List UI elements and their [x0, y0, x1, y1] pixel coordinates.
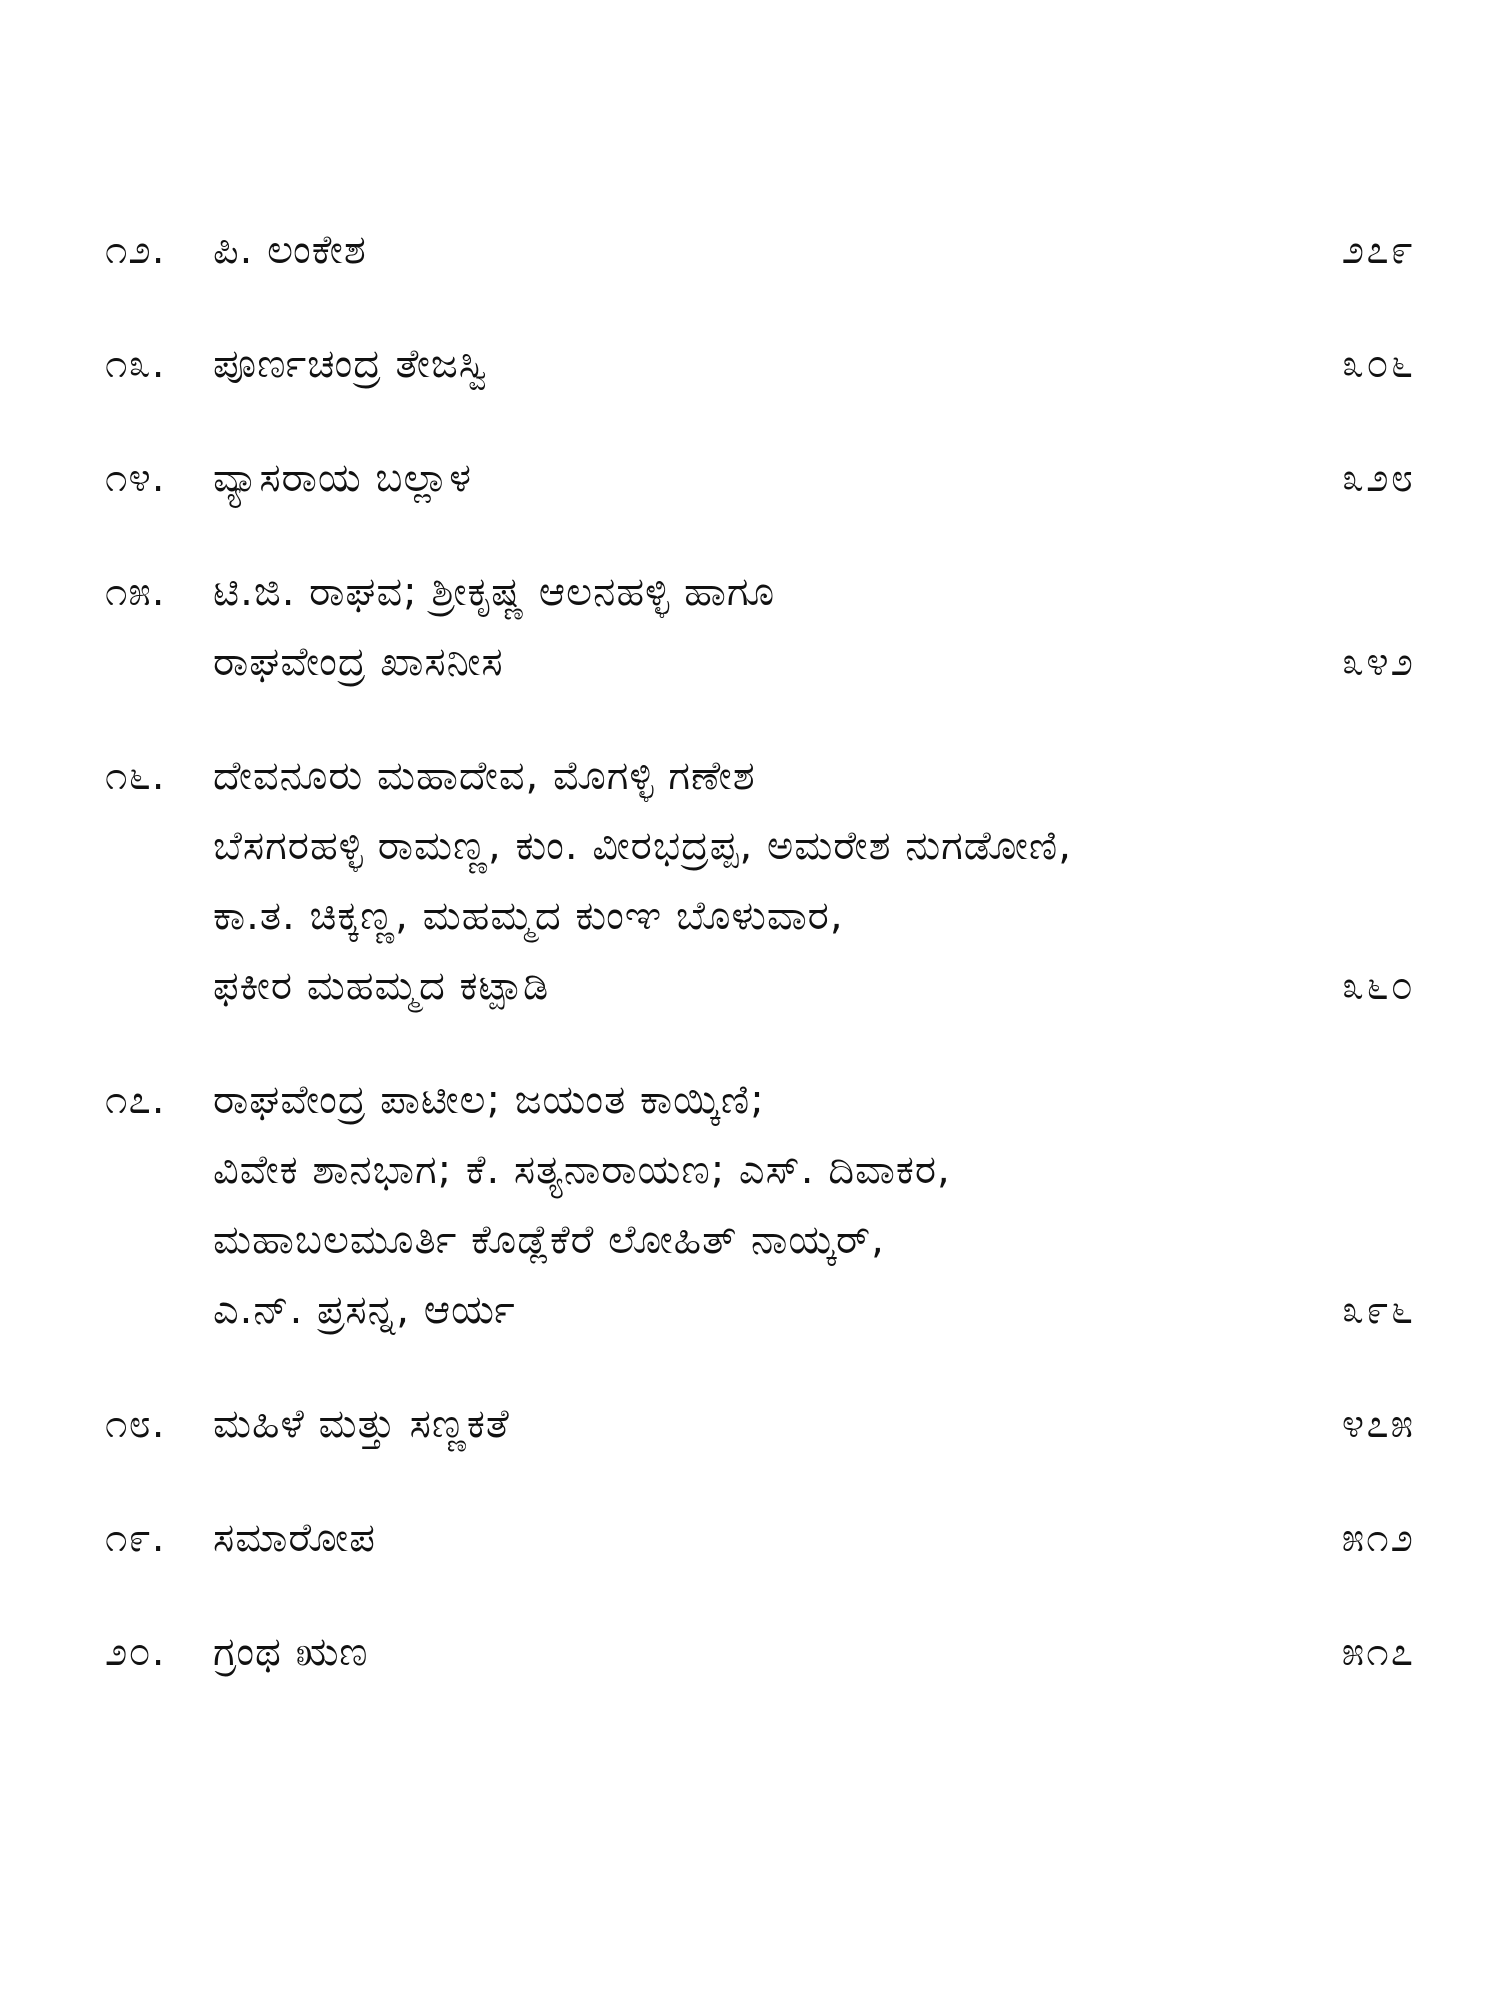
toc-entry: [105, 741, 1415, 1021]
entry-title: [213, 1503, 1415, 1573]
entry-title-line: ರಾಘವೇಂದ್ರ ಪಾಟೀಲ; ಜಯಂತ ಕಾಯ್ಕಿಣಿ;: [213, 1077, 765, 1123]
entry-title: [213, 215, 1415, 285]
entry-page-number: ೩೯೬: [1341, 1287, 1415, 1333]
entry-number: ೧೪.: [105, 455, 166, 501]
entry-title-line: ಫಕೀರ ಮಹಮ್ಮದ ಕಟ್ಪಾಡಿ: [213, 963, 550, 1009]
entry-page-number: ೩೦೬: [1341, 341, 1415, 387]
entry-title: [213, 557, 1415, 697]
entry-page-number: ೩೨೮: [1341, 455, 1415, 501]
entry-title-line: ಎ.ನ್. ಪ್ರಸನ್ನ, ಆರ್ಯ: [213, 1287, 516, 1333]
entry-number: ೧೩.: [105, 341, 166, 387]
entry-title-line: ಪಿ. ಲಂಕೇಶ: [213, 227, 367, 273]
entry-number: ೧೬.: [105, 753, 166, 799]
entry-title-line: ಕಾ.ತ. ಚಿಕ್ಕಣ್ಣ, ಮಹಮ್ಮದ ಕುಂಞ ಬೊಳುವಾರ,: [213, 893, 844, 939]
entry-title: [213, 1389, 1415, 1459]
entry-title-line: ಬೆಸಗರಹಳ್ಳಿ ರಾಮಣ್ಣ, ಕುಂ. ವೀರಭದ್ರಪ್ಪ, ಅಮರೇಶ ನುಗಡೋಣಿ,: [213, 823, 1072, 869]
entry-number: ೧೮.: [105, 1401, 166, 1447]
entry-page-number: ೪೭೫: [1341, 1401, 1415, 1447]
entry-page-number: ೫೧೭: [1341, 1629, 1415, 1675]
entry-number: ೧೨.: [105, 227, 166, 273]
toc-entry: [105, 215, 1415, 285]
entry-page-number: ೩೪೨: [1341, 639, 1415, 685]
entry-number: ೧೯.: [105, 1515, 166, 1561]
entry-title-line: ದೇವನೂರು ಮಹಾದೇವ, ಮೊಗಳ್ಳಿ ಗಣೇಶ: [213, 753, 756, 799]
entry-title: [213, 329, 1415, 399]
toc-entry: [105, 1389, 1415, 1459]
table-of-contents: [105, 215, 1415, 1731]
entry-title: [213, 443, 1415, 513]
entry-number: ೨೦.: [105, 1629, 166, 1675]
entry-title-line: ಮಹಾಬಲಮೂರ್ತಿ ಕೊಡ್ಲೆಕೆರೆ ಲೋಹಿತ್ ನಾಯ್ಕರ್,: [213, 1217, 885, 1263]
toc-entry: [105, 329, 1415, 399]
entry-title-line: ಗ್ರಂಥ ಋಣ: [213, 1629, 369, 1675]
toc-entry: [105, 1617, 1415, 1687]
toc-entry: [105, 1065, 1415, 1345]
entry-title-line: ಪೂರ್ಣಚಂದ್ರ ತೇಜಸ್ವಿ: [213, 341, 489, 387]
entry-number: ೧೭.: [105, 1077, 166, 1123]
entry-page-number: ೫೧೨: [1341, 1515, 1415, 1561]
entry-title: [213, 1065, 1415, 1345]
entry-title-line: ವಿವೇಕ ಶಾನಭಾಗ; ಕೆ. ಸತ್ಯನಾರಾಯಣ; ಎಸ್. ದಿವಾಕರ,: [213, 1147, 951, 1193]
entry-title: [213, 1617, 1415, 1687]
entry-page-number: ೨೭೯: [1341, 227, 1415, 273]
toc-entry: [105, 443, 1415, 513]
entry-number: ೧೫.: [105, 569, 166, 615]
entry-title-line: ಮಹಿಳೆ ಮತ್ತು ಸಣ್ಣಕತೆ: [213, 1401, 510, 1447]
entry-title-line: ವ್ಯಾಸರಾಯ ಬಲ್ಲಾಳ: [213, 455, 472, 501]
toc-entry: [105, 1503, 1415, 1573]
entry-title-line: ರಾಘವೇಂದ್ರ ಖಾಸನೀಸ: [213, 639, 504, 685]
entry-page-number: ೩೬೦: [1341, 963, 1415, 1009]
toc-entry: [105, 557, 1415, 697]
entry-title-line: ಸಮಾರೋಪ: [213, 1515, 376, 1561]
entry-title-line: ಟಿ.ಜಿ. ರಾಘವ; ಶ್ರೀಕೃಷ್ಣ ಆಲನಹಳ್ಳಿ ಹಾಗೂ: [213, 569, 776, 615]
entry-title: [213, 741, 1415, 1021]
